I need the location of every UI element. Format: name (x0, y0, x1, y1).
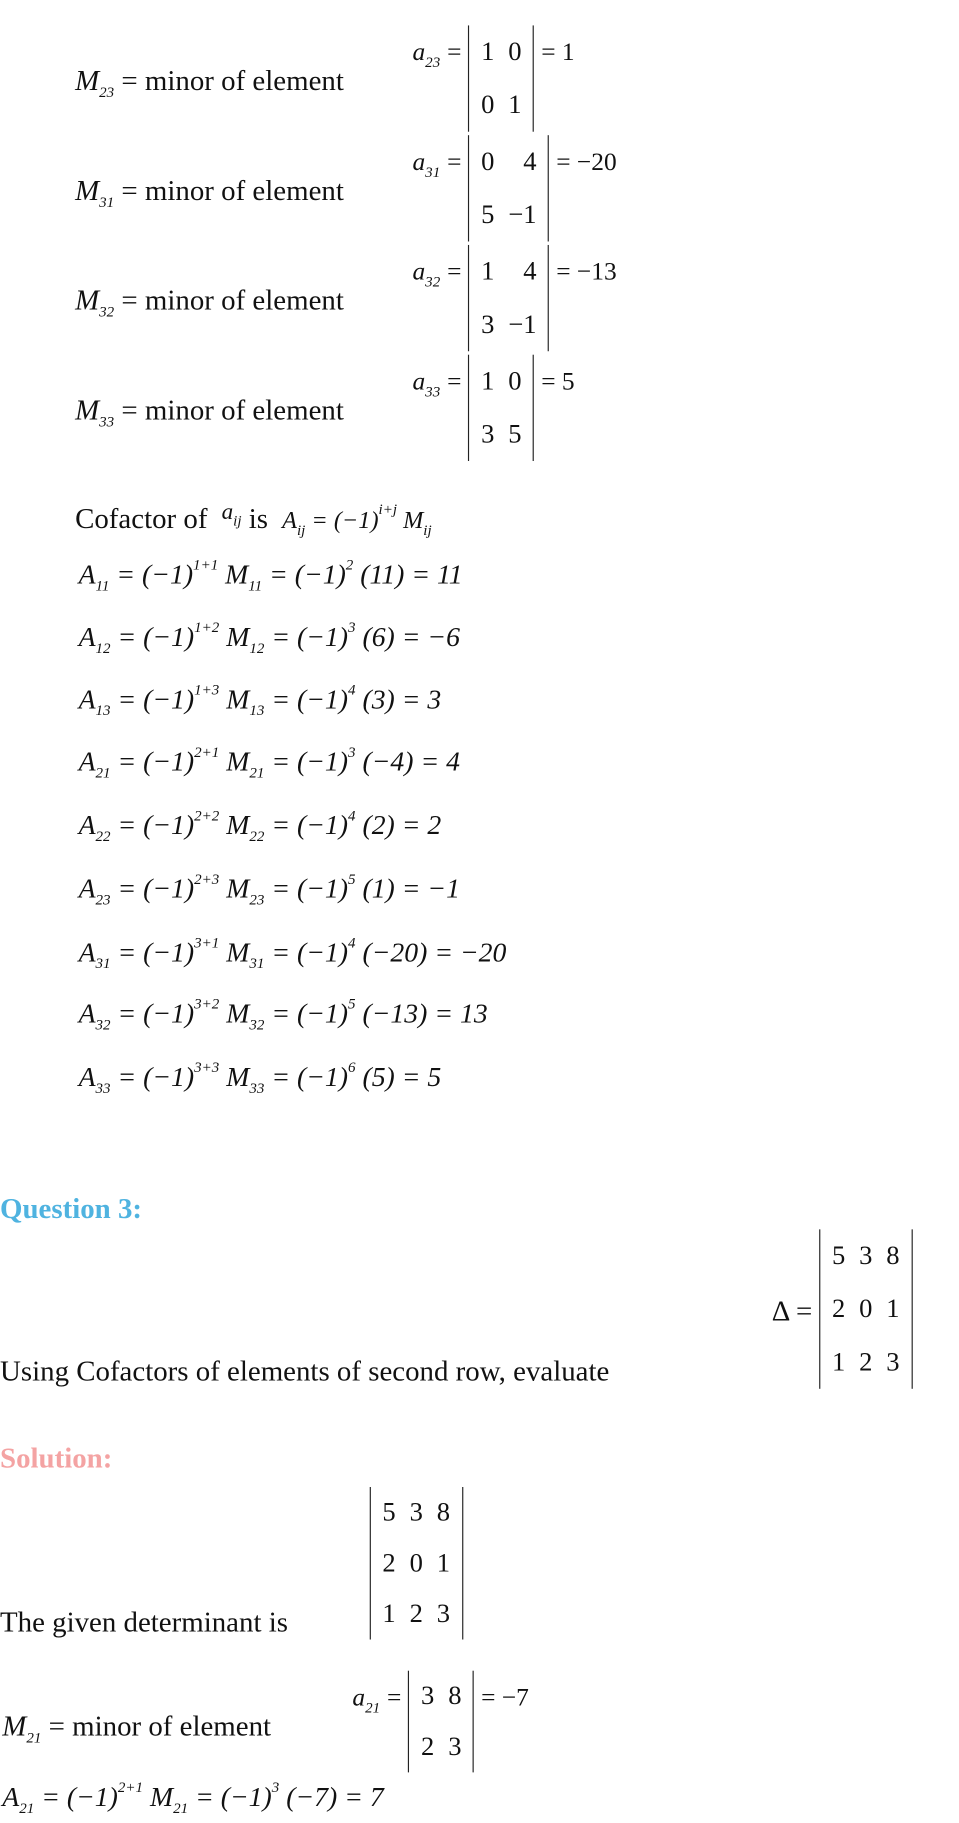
M-letter: M (143, 1782, 174, 1813)
exponent: 1+3 (194, 680, 220, 698)
A-letter: A (78, 622, 96, 653)
element-symbol (412, 36, 441, 71)
matrix-cell: 0 (409, 1548, 423, 1578)
A-sub: 31 (95, 954, 111, 972)
text: ( (355, 999, 372, 1030)
matrix-table (474, 245, 543, 351)
matrix-cell: 0 (481, 90, 495, 120)
matrix-cell: 8 (886, 1240, 900, 1270)
cofactor-result: −1 (427, 874, 460, 905)
A-letter: A (2, 1782, 20, 1813)
matrix-table (474, 355, 528, 461)
text: = (−1) (110, 811, 195, 842)
minor-of-element-text: minor of element (72, 1711, 272, 1743)
M-letter: M (75, 65, 100, 98)
matrix-row (825, 1336, 906, 1389)
A-sub: 11 (95, 576, 110, 594)
matrix-cell: 3 (436, 1599, 451, 1628)
matrix-cell: 1 (886, 1294, 900, 1323)
minor-symbol (75, 395, 115, 430)
exponent: 3+3 (194, 1058, 220, 1076)
matrix-table (474, 135, 543, 241)
text: = (−1) (110, 999, 195, 1030)
text: ( (355, 874, 372, 905)
matrix-cell: 0 (859, 1294, 873, 1323)
A-letter: A (78, 747, 96, 778)
matrix-table (414, 1671, 468, 1773)
matrix-cell: 0 (481, 146, 495, 176)
text: ) = (328, 1782, 370, 1813)
minor-value: 3 (371, 685, 386, 716)
matrix-row (414, 1722, 468, 1773)
equals: = (447, 36, 462, 66)
element-equation (412, 135, 616, 241)
M-sub: 11 (248, 576, 263, 594)
text: ( (355, 685, 372, 716)
minor-matrix (468, 25, 534, 131)
power: 4 (348, 933, 356, 951)
text: = (−1) (110, 622, 195, 653)
matrix-cell: 2 (409, 1599, 423, 1628)
text: ) = (385, 1062, 428, 1094)
formula-A-sub: ij (296, 521, 306, 539)
M-sub: 33 (249, 1079, 265, 1097)
A-letter: A (78, 685, 96, 716)
minor-matrix (468, 135, 549, 241)
a-letter: a (352, 1682, 366, 1712)
exponent: 3+2 (194, 994, 220, 1013)
text: = (−1) (264, 938, 349, 969)
matrix-cell: 1 (436, 1548, 451, 1578)
formula-exp: i+j (378, 500, 398, 518)
question-determinant (772, 1229, 912, 1394)
A-letter: A (78, 874, 96, 905)
a-sub: 33 (425, 382, 441, 400)
M-letter: M (219, 1062, 250, 1094)
text: = (−1) (264, 874, 349, 905)
minor-of-element-text: minor of element (144, 65, 344, 98)
a-sub: 31 (425, 162, 441, 181)
minor-line (75, 284, 344, 319)
minor-result: = 5 (541, 366, 575, 396)
a-symbol: a (221, 499, 234, 525)
element-symbol (352, 1682, 381, 1716)
equals: = (447, 366, 462, 396)
matrix-cell: 2 (382, 1548, 396, 1578)
question-matrix (819, 1229, 912, 1388)
text: ) = (418, 999, 460, 1030)
matrix-cell: 8 (448, 1681, 462, 1710)
A-letter: A (78, 811, 96, 842)
minor-symbol (75, 65, 115, 101)
minor-value: −4 (371, 747, 405, 778)
equals: = (447, 256, 462, 286)
minor-of-element-text: minor of element (144, 395, 344, 427)
a-letter: a (412, 366, 426, 396)
matrix-row (825, 1282, 906, 1335)
matrix-cell: 3 (859, 1240, 873, 1270)
matrix-cell: 0 (508, 366, 522, 396)
text: = (−1) (264, 747, 349, 778)
given-matrix (370, 1487, 463, 1640)
a-letter: a (412, 256, 426, 286)
minor-value: 11 (369, 560, 396, 591)
M-letter: M (219, 874, 250, 905)
text: = (−1) (110, 938, 195, 969)
text: = (−1) (264, 622, 349, 653)
A-letter: A (78, 938, 96, 969)
matrix-row (474, 408, 528, 461)
cofactor-result: 2 (427, 811, 442, 842)
text: ( (279, 1782, 296, 1813)
A-letter: A (78, 1062, 96, 1094)
minor-result: = −13 (556, 256, 617, 286)
M-letter: M (75, 285, 100, 317)
minor-value: −20 (371, 938, 419, 969)
a-letter: a (412, 36, 426, 66)
text: = (−1) (262, 560, 346, 591)
M-letter: M (219, 622, 250, 653)
text: = (−1) (264, 811, 349, 842)
M-letter: M (219, 999, 250, 1030)
matrix-cell: 5 (481, 199, 495, 229)
M-sub: 21 (26, 1728, 42, 1746)
matrix-row (825, 1229, 906, 1282)
exponent: 2+2 (194, 806, 220, 824)
text: = (−1) (264, 1062, 349, 1094)
minor-of-element-text: minor of element (144, 175, 344, 207)
exponent: 1+2 (194, 618, 220, 636)
a-sub: ij (233, 511, 242, 530)
text: = (−1) (110, 1062, 195, 1094)
element-equation (412, 25, 574, 131)
text: ( (355, 938, 372, 969)
minor-value: −13 (371, 999, 419, 1030)
A-sub: 21 (19, 1798, 35, 1817)
exponent: 3+1 (194, 933, 220, 951)
question-text: Using Cofactors of elements of second row, evaluate (0, 1356, 610, 1388)
text: = (−1) (264, 685, 349, 716)
M-sub: 21 (173, 1798, 189, 1817)
minor-matrix (408, 1671, 474, 1773)
given-text: The given determinant is (0, 1607, 288, 1639)
text: ( (355, 1062, 372, 1094)
cofactor-line (78, 933, 507, 972)
M-sub: 12 (249, 638, 265, 657)
minor-line (75, 394, 344, 429)
solution-title: Solution: (0, 1443, 113, 1475)
text: ( (355, 622, 372, 653)
cofactor-line (78, 1058, 442, 1097)
cofactor-line (79, 620, 460, 655)
cofactor-result: 5 (427, 1062, 442, 1094)
matrix-row (474, 355, 528, 408)
delta-symbol: Δ = (771, 1295, 813, 1327)
element-equation (412, 245, 616, 351)
M-letter: M (219, 938, 250, 969)
cofactor-line (79, 872, 460, 907)
minor-line (75, 174, 344, 209)
equals: = (447, 146, 462, 176)
A-letter: A (78, 999, 96, 1030)
formula-A: A (282, 506, 297, 534)
M-sub: 22 (249, 827, 265, 845)
matrix-cell: 2 (831, 1294, 846, 1323)
text: ) = (404, 747, 447, 778)
minor-result: = 1 (541, 36, 575, 66)
M-letter: M (75, 175, 100, 207)
a-letter: a (412, 146, 426, 176)
matrix-row (474, 298, 543, 351)
equals: = (114, 65, 145, 98)
equals: = (114, 285, 145, 317)
A-sub: 23 (95, 890, 111, 909)
matrix-cell: 8 (436, 1497, 451, 1527)
text: = (−1) (109, 560, 194, 591)
text: ) = (395, 560, 437, 591)
cofactor-line (78, 806, 442, 845)
M-letter: M (75, 395, 100, 427)
minor-symbol (75, 285, 115, 321)
power: 4 (348, 806, 356, 824)
text: ) = (385, 811, 428, 842)
is-text: is (248, 503, 269, 535)
cofactor-result: −20 (459, 938, 507, 969)
matrix-row (376, 1589, 457, 1640)
A-letter: A (78, 560, 96, 591)
minor-value: −7 (295, 1782, 329, 1813)
matrix-cell: 1 (508, 90, 522, 120)
text: ) = (385, 685, 428, 716)
M-sub: 21 (249, 763, 265, 782)
power: 5 (348, 994, 356, 1013)
power: 3 (271, 1778, 280, 1796)
A-sub: 21 (95, 763, 111, 782)
power: 3 (348, 742, 356, 761)
equals: = (41, 1711, 73, 1743)
cofactor-line (78, 742, 460, 782)
exponent: 2+3 (194, 870, 220, 888)
formula-M: M (403, 506, 424, 534)
equals: = (114, 395, 145, 427)
element-symbol (412, 366, 441, 400)
minor-result: = −20 (556, 146, 617, 176)
cofactor-line (78, 680, 442, 719)
text: = (−1) (188, 1782, 272, 1813)
given-determinant (370, 1487, 463, 1645)
M-sub: 31 (249, 954, 265, 972)
A-sub: 32 (95, 1015, 111, 1033)
M-sub: 23 (99, 83, 115, 101)
matrix-cell: 5 (382, 1497, 396, 1527)
matrix-cell: −1 (508, 309, 537, 339)
a-sub: 32 (425, 272, 441, 291)
cofactor-result: 13 (459, 999, 488, 1030)
M-letter: M (218, 560, 249, 591)
exponent: 2+1 (194, 742, 220, 761)
A-sub: 22 (95, 827, 111, 845)
matrix-row (474, 188, 543, 241)
text: ) = (418, 938, 460, 969)
minor-result: = −7 (481, 1682, 529, 1712)
cofactor-def-a (221, 499, 242, 530)
power: 6 (348, 1058, 356, 1076)
matrix-cell: 3 (481, 419, 495, 449)
matrix-row (414, 1671, 468, 1722)
text: ( (355, 811, 372, 842)
minor-value: 6 (371, 622, 386, 653)
M-letter: M (219, 811, 250, 842)
minor-symbol (2, 1711, 42, 1746)
M-letter: M (219, 747, 250, 778)
equals: = (387, 1682, 402, 1712)
matrix-row (474, 135, 543, 188)
matrix-cell: 4 (523, 146, 537, 176)
equals: = (114, 175, 145, 207)
text: ( (355, 747, 372, 778)
matrix-row (376, 1487, 457, 1538)
minor-of-element-text: minor of element (144, 285, 344, 317)
matrix-cell: 2 (859, 1347, 873, 1377)
minor-line (75, 65, 344, 100)
element-symbol (412, 256, 441, 291)
minor-line (2, 1710, 271, 1745)
matrix-row (474, 245, 543, 298)
matrix-cell: 1 (831, 1347, 846, 1377)
cofactor-result: 3 (427, 685, 442, 716)
matrix-cell: 4 (523, 256, 537, 286)
cofactor-line (78, 994, 488, 1033)
minor-matrix (468, 355, 534, 461)
text: = (−1) (110, 747, 195, 778)
M-sub: 32 (249, 1015, 265, 1033)
cofactor-def-prefix: Cofactor of (75, 503, 208, 535)
text: = (−1) (110, 685, 195, 716)
cofactor-result: 7 (369, 1782, 384, 1813)
matrix-cell: −1 (508, 199, 537, 229)
power: 3 (348, 618, 356, 636)
exponent: 2+1 (117, 1778, 144, 1796)
cofactor-result: 11 (436, 560, 463, 591)
matrix-cell: 3 (481, 309, 495, 339)
text: = (−1) (264, 999, 349, 1030)
text: ( (353, 560, 370, 591)
minor-value: 2 (371, 811, 386, 842)
element-symbol (412, 146, 441, 181)
cofactor-line (78, 555, 463, 594)
cofactor-definition (75, 499, 432, 539)
a-sub: 21 (365, 1698, 381, 1716)
a-sub: 23 (425, 53, 441, 71)
matrix-cell: 0 (508, 36, 522, 66)
M-sub: 32 (99, 302, 115, 321)
exponent: 1+1 (193, 555, 219, 574)
M-letter: M (2, 1711, 27, 1743)
matrix-cell: 1 (481, 366, 495, 396)
element-equation (412, 355, 574, 461)
matrix-row (474, 79, 528, 132)
power: 4 (348, 680, 356, 698)
text: = (−1) (110, 874, 195, 905)
formula-M-sub: ij (423, 521, 432, 539)
matrix-table (376, 1487, 457, 1640)
A-sub: 13 (95, 701, 111, 719)
minor-symbol (75, 175, 115, 211)
A-sub: 12 (95, 638, 111, 657)
matrix-cell: 3 (448, 1731, 462, 1761)
M-sub: 13 (249, 701, 265, 719)
M-sub: 31 (99, 192, 115, 211)
cofactor-line (2, 1780, 383, 1815)
matrix-row (376, 1538, 457, 1589)
minor-value: 1 (371, 874, 386, 905)
matrix-cell: 1 (481, 256, 495, 286)
power: 5 (348, 870, 356, 888)
cofactor-formula: $A_{ij} = (-1)^{i+j}$ $M_{ij}$ (282, 500, 432, 539)
element-equation (352, 1671, 528, 1773)
cofactor-result: −6 (427, 622, 460, 653)
matrix-table (474, 25, 528, 131)
M-sub: 33 (99, 412, 115, 430)
matrix-cell: 3 (421, 1681, 435, 1710)
matrix-row (474, 25, 528, 78)
text: ) = (385, 874, 428, 905)
text: = (−1) (34, 1782, 118, 1813)
matrix-cell: 3 (886, 1347, 900, 1377)
text: ) = (385, 622, 428, 653)
M-letter: M (219, 685, 250, 716)
matrix-cell: 5 (831, 1240, 846, 1270)
power: 2 (345, 555, 354, 574)
A-sub: 33 (95, 1079, 111, 1097)
minor-value: 5 (371, 1062, 386, 1094)
question-title: Question 3: (0, 1193, 143, 1225)
matrix-cell: 2 (421, 1731, 435, 1761)
M-sub: 23 (249, 890, 265, 909)
matrix-cell: 1 (382, 1599, 396, 1628)
matrix-cell: 1 (481, 36, 495, 66)
matrix-cell: 3 (409, 1497, 423, 1527)
cofactor-result: 4 (446, 747, 460, 778)
matrix-table (825, 1229, 906, 1388)
minor-matrix (468, 245, 549, 351)
matrix-cell: 5 (508, 419, 522, 449)
